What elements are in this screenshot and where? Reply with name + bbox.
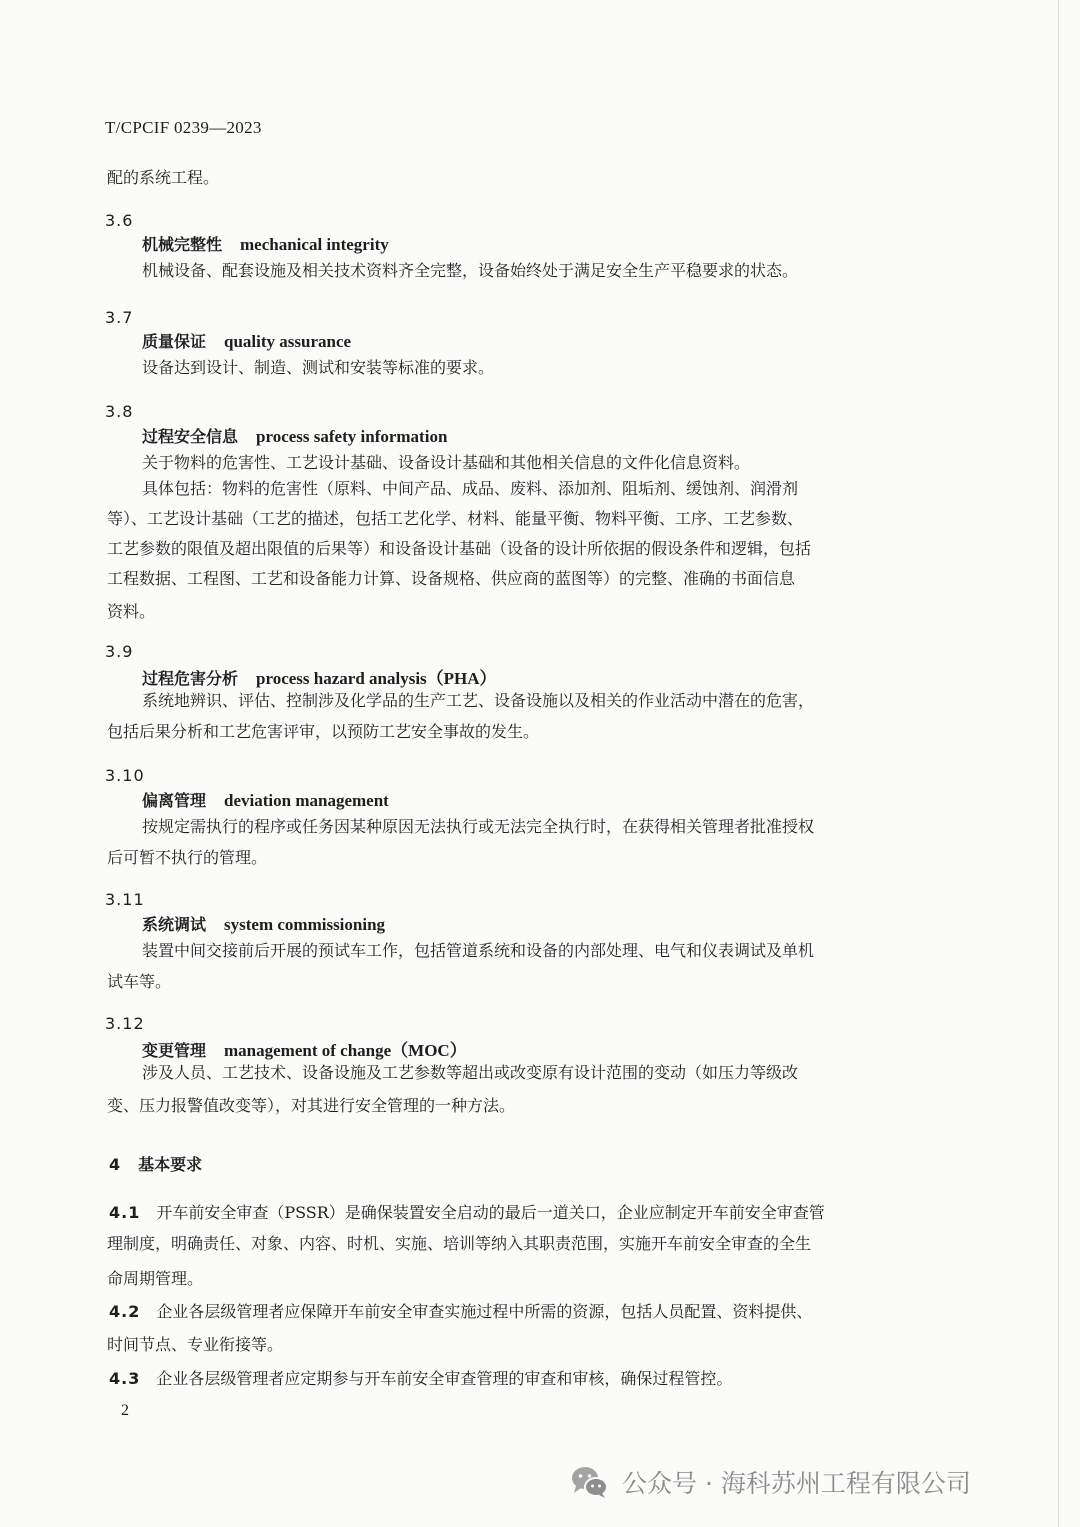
term-definition: 机械设备、配套设施及相关技术资料齐全完整，设备始终处于满足安全生产平稳要求的状态。 xyxy=(142,261,799,280)
term-number: 3.9 xyxy=(105,642,134,661)
clause-text: 企业各层级管理者应定期参与开车前安全审查管理的审查和审核，确保过程管控。 xyxy=(156,1369,733,1388)
document-code: T/CPCIF 0239—2023 xyxy=(105,118,262,137)
clause-first-line xyxy=(109,1299,812,1322)
term-zh: 偏离管理 xyxy=(142,791,207,810)
clause-first-line xyxy=(109,1200,825,1223)
term-definition: 等）、工艺设计基础（工艺的描述，包括工艺化学、材料、能量平衡、物料平衡、工序、工艺参数、 xyxy=(107,509,804,528)
clause-text: 时间节点、专业衔接等。 xyxy=(107,1335,284,1354)
term-number: 3.6 xyxy=(105,211,134,230)
clause-text: 理制度，明确责任、对象、内容、时机、实施、培训等纳入其职责范围，实施开车前安全审查的全生 xyxy=(107,1234,812,1253)
term-definition: 关于物料的危害性、工艺设计基础、设备设计基础和其他相关信息的文件化信息资料。 xyxy=(142,453,751,472)
section-heading xyxy=(109,1152,202,1175)
term-heading xyxy=(142,664,497,689)
term-definition: 设备达到设计、制造、测试和安装等标准的要求。 xyxy=(142,358,495,377)
term-zh: 质量保证 xyxy=(142,332,207,351)
term-en: system commissioning xyxy=(224,915,386,934)
wechat-icon xyxy=(568,1460,612,1504)
continuation-text: 配的系统工程。 xyxy=(107,168,220,187)
term-heading xyxy=(142,329,351,352)
section-number: 4 xyxy=(109,1155,121,1174)
term-definition: 包括后果分析和工艺危害评审，以预防工艺安全事故的发生。 xyxy=(107,722,540,741)
page-number: 2 xyxy=(121,1402,129,1419)
term-en: process safety information xyxy=(256,427,448,446)
watermark-text: 公众号 · 海科苏州工程有限公司 xyxy=(622,1469,971,1498)
watermark xyxy=(568,1460,971,1504)
term-heading xyxy=(142,1036,467,1061)
clause-first-line xyxy=(109,1366,732,1389)
clause-number: 4.1 xyxy=(109,1203,141,1222)
term-number: 3.7 xyxy=(105,308,134,327)
term-definition: 试车等。 xyxy=(107,972,172,991)
term-zh: 过程危害分析 xyxy=(142,669,239,688)
term-definition: 按规定需执行的程序或任务因某种原因无法执行或无法完全执行时，在获得相关管理者批准授权 xyxy=(142,817,815,836)
clause-number: 4.2 xyxy=(109,1302,141,1321)
term-number: 3.11 xyxy=(105,890,145,909)
term-en: management of change（MOC） xyxy=(224,1041,467,1060)
term-en: mechanical integrity xyxy=(240,235,389,254)
term-en: deviation management xyxy=(224,791,389,810)
term-definition: 具体包括：物料的危害性（原料、中间产品、成品、废料、添加剂、阻垢剂、缓蚀剂、润滑剂 xyxy=(142,479,799,498)
term-heading xyxy=(142,912,385,935)
term-en: process hazard analysis（PHA） xyxy=(256,669,497,688)
clause-number: 4.3 xyxy=(109,1369,141,1388)
term-zh: 过程安全信息 xyxy=(142,427,239,446)
term-definition: 涉及人员、工艺技术、设备设施及工艺参数等超出或改变原有设计范围的变动（如压力等级改 xyxy=(142,1063,799,1082)
term-number: 3.10 xyxy=(105,766,145,785)
clause-text: 企业各层级管理者应保障开车前安全审查实施过程中所需的资源，包括人员配置、资料提供、 xyxy=(156,1302,813,1321)
term-definition: 工艺参数的限值及超出限值的后果等）和设备设计基础（设备的设计所依据的假设条件和逻辑，包括 xyxy=(107,539,812,558)
term-definition: 系统地辨识、评估、控制涉及化学品的生产工艺、设备设施以及相关的作业活动中潜在的危害， xyxy=(142,691,815,710)
term-definition: 装置中间交接前后开展的预试车工作，包括管道系统和设备的内部处理、电气和仪表调试及单机 xyxy=(142,941,815,960)
section-title: 基本要求 xyxy=(138,1155,203,1174)
term-heading xyxy=(142,232,389,255)
clause-text: 命周期管理。 xyxy=(107,1269,204,1288)
page-edge xyxy=(1058,0,1059,1527)
term-heading xyxy=(142,424,447,447)
term-zh: 系统调试 xyxy=(142,915,207,934)
term-definition: 资料。 xyxy=(107,602,156,621)
term-definition: 变、压力报警值改变等），对其进行安全管理的一种方法。 xyxy=(107,1096,516,1115)
term-number: 3.8 xyxy=(105,402,134,421)
term-number: 3.12 xyxy=(105,1014,145,1033)
term-definition: 工程数据、工程图、工艺和设备能力计算、设备规格、供应商的蓝图等）的完整、准确的书面信息 xyxy=(107,569,796,588)
term-zh: 机械完整性 xyxy=(142,235,223,254)
term-definition: 后可暂不执行的管理。 xyxy=(107,848,268,867)
term-zh: 变更管理 xyxy=(142,1041,207,1060)
term-heading xyxy=(142,788,389,811)
term-en: quality assurance xyxy=(224,332,352,351)
clause-text: 开车前安全审查（PSSR）是确保装置安全启动的最后一道关口，企业应制定开车前安全审查管 xyxy=(156,1203,825,1222)
